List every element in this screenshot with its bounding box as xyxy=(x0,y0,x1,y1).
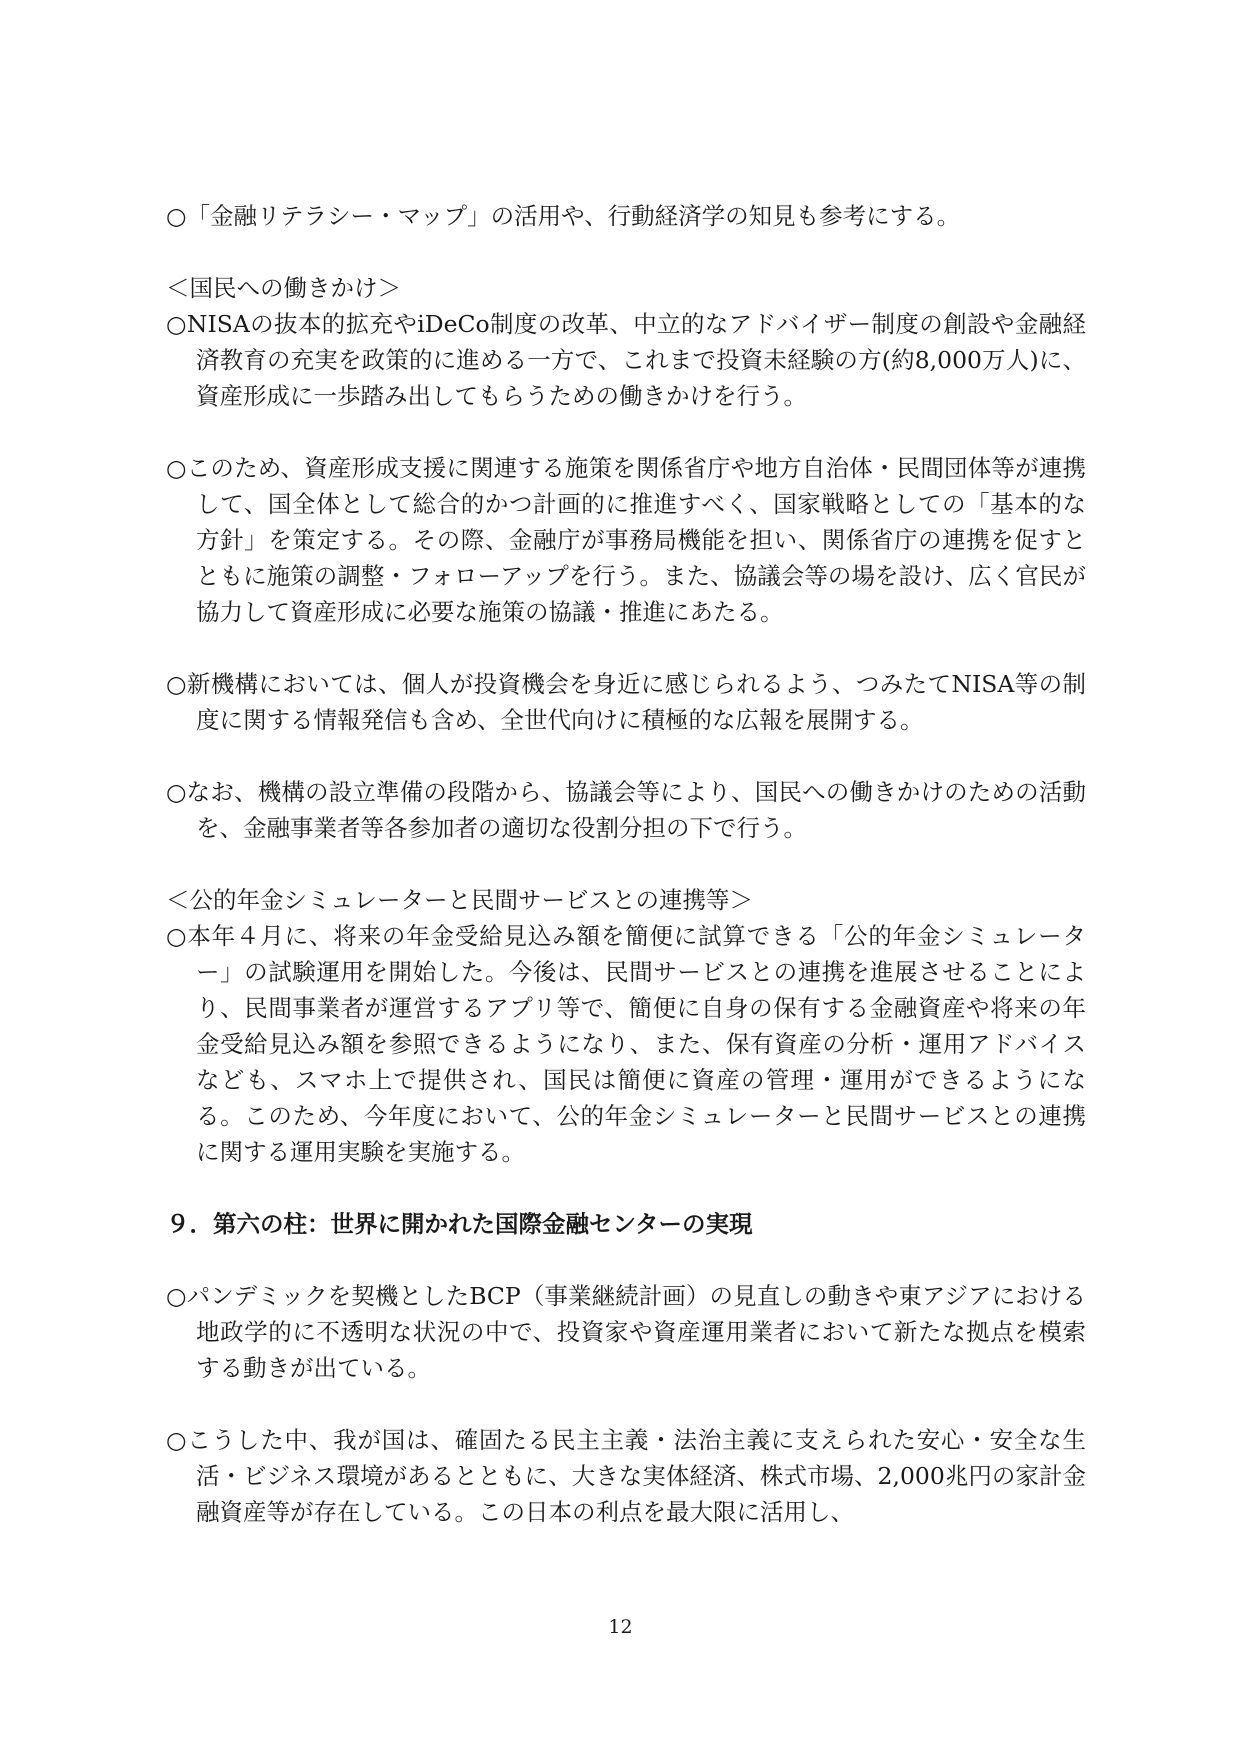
paragraph-nisa-reform: ○NISAの抜本的拡充やiDeCo制度の改革、中立的なアドバイザー制度の創設や金融経済教育の充実を政策的に進める一方で、これまで投資未経験の方(約8,000万人)に、資産形成に一歩踏み出してもらうための働きかけを行う。 xyxy=(166,310,1086,410)
paragraph-new-organization: ○新機構においては、個人が投資機会を身近に感じられるよう、つみたてNISA等の制度に関する情報発信も含め、全世代向けに積極的な広報を展開する。 xyxy=(166,670,1086,734)
page-content xyxy=(166,198,1086,1566)
page-number: 12 xyxy=(608,1616,633,1638)
paragraph-pandemic-bcp: ○パンデミックを契機としたBCP（事業継続計画）の見直しの動きや東アジアにおける地政学的に不透明な状況の中で、投資家や資産運用業者において新たな拠点を模索する動きが出ている。 xyxy=(166,1282,1086,1382)
paragraph-council-activities: ○なお、機構の設立準備の段階から、協議会等により、国民への働きかけのための活動を、金融事業者等各参加者の適切な役割分担の下で行う。 xyxy=(166,778,1086,842)
paragraph-pension-simulator: ○本年４月に、将来の年金受給見込み額を簡便に試算できる「公的年金シミュレーター」の試験運用を開始した。今後は、民間サービスとの連携を進展させることにより、民間事業者が運営するアプリ等で、簡便に自身の保有する金融資産や将来の年金受給見込み額を参照できるようになり、また、保有資産の分析・運用アドバイスなども、スマホ上で提供され、国民は簡便に資産の管理・運用ができるようになる。このため、今年度において、公的年金シミュレーターと民間サービスとの連携に関する運用実験を実施する。 xyxy=(166,922,1086,1166)
paragraph-literacy-map: ○「金融リテラシー・マップ」の活用や、行動経済学の知見も参考にする。 xyxy=(166,202,961,230)
subheading-pension-simulator: ＜公的年金シミュレーターと民間サービスとの連携等＞ xyxy=(166,886,754,914)
paragraph-basic-policy: ○このため、資産形成支援に関連する施策を関係省庁や地方自治体・民間団体等が連携して、国全体として総合的かつ計画的に推進すべく、国家戦略としての「基本的な方針」を策定する。その際、金融庁が事務局機能を担い、関係省庁の連携を促すとともに施策の調整・フォローアップを行う。また、協議会等の場を設け、広く官民が協力して資産形成に必要な施策の協議・推進にあたる。 xyxy=(166,454,1086,626)
subheading-citizen-outreach: ＜国民への働きかけ＞ xyxy=(166,274,401,302)
section-title-pillar-six: ９．第六の柱：世界に開かれた国際金融センターの実現 xyxy=(166,1210,753,1238)
paragraph-japan-advantages: ○こうした中、我が国は、確固たる民主主義・法治主義に支えられた安心・安全な生活・ビジネス環境があるとともに、大きな実体経済、株式市場、2,000兆円の家計金融資産等が存在している。この日本の利点を最大限に活用し、 xyxy=(166,1426,1086,1526)
